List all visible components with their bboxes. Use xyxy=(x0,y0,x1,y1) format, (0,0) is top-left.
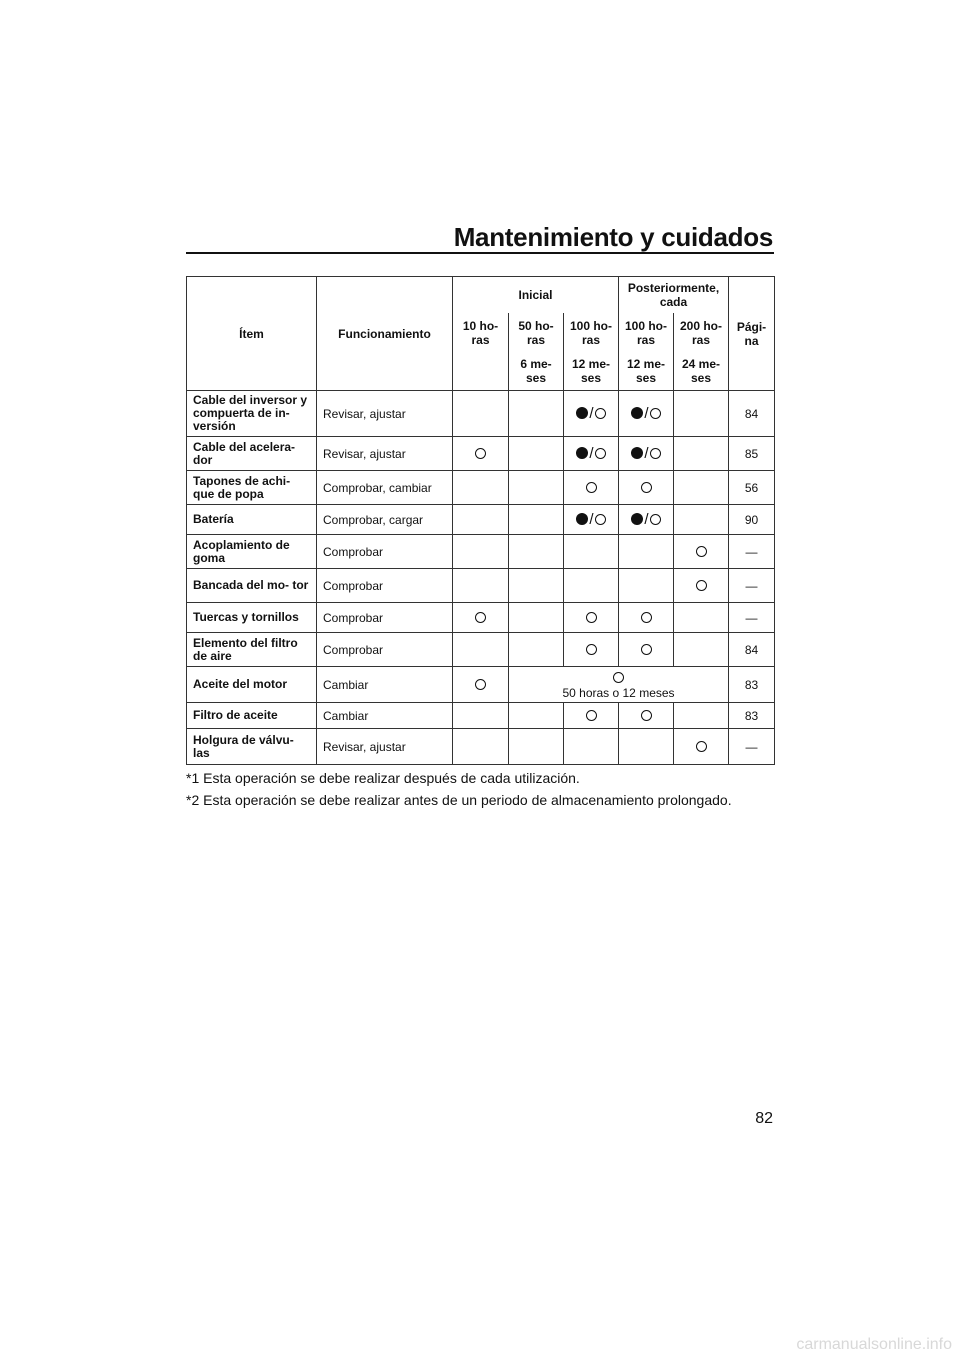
header-12m-initial: 12 me- ses xyxy=(564,353,619,391)
interval-cell xyxy=(564,535,619,569)
interval-cell xyxy=(674,535,729,569)
row-item: Aceite del motor xyxy=(187,667,317,703)
interval-cell xyxy=(674,471,729,505)
header-6m: 6 me- ses xyxy=(509,353,564,391)
row-function: Comprobar xyxy=(317,603,453,633)
table-row xyxy=(187,729,775,765)
slash-icon: / xyxy=(644,510,649,528)
header-function: Funcionamiento xyxy=(317,277,453,391)
circle-mark-icon xyxy=(613,672,624,683)
circle-mark-icon xyxy=(595,448,606,459)
row-item: Bancada del mo- tor xyxy=(187,569,317,603)
interval-cell xyxy=(453,505,509,535)
row-item: Acoplamiento de goma xyxy=(187,535,317,569)
interval-cell xyxy=(564,703,619,729)
row-function: Comprobar, cambiar xyxy=(317,471,453,505)
header-50h: 50 ho- ras xyxy=(509,313,564,353)
interval-cell xyxy=(564,569,619,603)
row-function: Comprobar xyxy=(317,569,453,603)
circle-mark-icon xyxy=(641,644,652,655)
row-item: Cable del inversor y compuerta de in- versión xyxy=(187,391,317,437)
header-100h-after: 100 ho- ras xyxy=(619,313,674,353)
row-function: Comprobar, cargar xyxy=(317,505,453,535)
header-10h: 10 ho- ras xyxy=(453,313,509,353)
interval-cell xyxy=(674,569,729,603)
table-row xyxy=(187,703,775,729)
table-row xyxy=(187,569,775,603)
footnote-2: *2 Esta operación se debe realizar antes de un periodo de almacenamiento prolongado. xyxy=(186,792,732,808)
interval-cell xyxy=(619,729,674,765)
circle-mark-icon xyxy=(650,408,661,419)
circle-mark-icon xyxy=(586,644,597,655)
header-empty-months xyxy=(453,353,509,391)
row-page: 84 xyxy=(729,391,775,437)
row-page: — xyxy=(729,535,775,569)
circle-mark-icon xyxy=(641,612,652,623)
table-row xyxy=(187,603,775,633)
interval-cell xyxy=(674,437,729,471)
circle-mark-icon xyxy=(586,710,597,721)
row-page: — xyxy=(729,729,775,765)
row-item: Holgura de válvu- las xyxy=(187,729,317,765)
header-100h-initial: 100 ho- ras xyxy=(564,313,619,353)
row-page: 83 xyxy=(729,703,775,729)
interval-cell xyxy=(674,505,729,535)
table-row xyxy=(187,505,775,535)
header-page: Pági- na xyxy=(729,277,775,391)
row-item: Tapones de achi- que de popa xyxy=(187,471,317,505)
header-12m-after: 12 me- ses xyxy=(619,353,674,391)
circle-mark-icon xyxy=(650,448,661,459)
filled-dot-icon xyxy=(631,407,643,419)
interval-cell xyxy=(564,437,619,471)
slash-icon: / xyxy=(589,404,594,422)
table-row xyxy=(187,391,775,437)
circle-mark-icon xyxy=(595,408,606,419)
row-function: Comprobar xyxy=(317,633,453,667)
footnotes xyxy=(186,767,732,811)
page-number: 82 xyxy=(755,1110,773,1127)
filled-dot-icon xyxy=(576,407,588,419)
title-rule xyxy=(186,252,774,254)
circle-mark-icon xyxy=(586,612,597,623)
interval-cell xyxy=(509,505,564,535)
interval-cell xyxy=(453,391,509,437)
interval-cell xyxy=(453,535,509,569)
slash-icon: / xyxy=(644,404,649,422)
header-item: Ítem xyxy=(187,277,317,391)
table-row xyxy=(187,633,775,667)
interval-cell xyxy=(619,703,674,729)
row-function: Revisar, ajustar xyxy=(317,437,453,471)
row-item: Tuercas y tornillos xyxy=(187,603,317,633)
row-function: Revisar, ajustar xyxy=(317,391,453,437)
table-row xyxy=(187,667,775,703)
row-page: 85 xyxy=(729,437,775,471)
circle-mark-icon xyxy=(641,710,652,721)
table-row xyxy=(187,471,775,505)
interval-cell xyxy=(619,569,674,603)
header-initial: Inicial xyxy=(453,277,619,313)
maintenance-rows xyxy=(187,391,775,765)
interval-cell xyxy=(619,603,674,633)
circle-mark-icon xyxy=(641,482,652,493)
interval-cell xyxy=(674,391,729,437)
maintenance-table xyxy=(186,276,775,765)
interval-cell xyxy=(509,603,564,633)
interval-cell xyxy=(453,569,509,603)
interval-cell xyxy=(453,729,509,765)
row-page: 56 xyxy=(729,471,775,505)
footer-watermark: carmanualsonline.info xyxy=(796,1336,952,1353)
header-200h: 200 ho- ras xyxy=(674,313,729,353)
row-function: Cambiar xyxy=(317,667,453,703)
interval-cell xyxy=(509,569,564,603)
interval-cell xyxy=(564,471,619,505)
slash-icon: / xyxy=(644,444,649,462)
row-function: Cambiar xyxy=(317,703,453,729)
interval-cell xyxy=(619,471,674,505)
circle-mark-icon xyxy=(586,482,597,493)
interval-cell xyxy=(509,535,564,569)
row-item: Batería xyxy=(187,505,317,535)
table-row xyxy=(187,437,775,471)
interval-cell xyxy=(453,633,509,667)
interval-cell xyxy=(564,391,619,437)
filled-dot-icon xyxy=(631,447,643,459)
interval-cell xyxy=(674,633,729,667)
slash-icon: / xyxy=(589,510,594,528)
circle-mark-icon xyxy=(475,612,486,623)
header-after: Posteriormente, cada xyxy=(619,277,729,313)
interval-cell xyxy=(509,437,564,471)
interval-cell xyxy=(619,535,674,569)
filled-dot-icon xyxy=(631,513,643,525)
header-24m: 24 me- ses xyxy=(674,353,729,391)
row-item: Elemento del filtro de aire xyxy=(187,633,317,667)
interval-cell xyxy=(674,603,729,633)
interval-cell xyxy=(674,729,729,765)
row-page: 83 xyxy=(729,667,775,703)
interval-cell xyxy=(453,603,509,633)
row-function: Comprobar xyxy=(317,535,453,569)
row-page: 90 xyxy=(729,505,775,535)
table-row xyxy=(187,535,775,569)
row-page: 84 xyxy=(729,633,775,667)
row-item: Filtro de aceite xyxy=(187,703,317,729)
interval-cell xyxy=(509,703,564,729)
circle-mark-icon xyxy=(475,448,486,459)
interval-cell xyxy=(509,391,564,437)
row-page: — xyxy=(729,603,775,633)
interval-cell xyxy=(564,729,619,765)
interval-cell xyxy=(509,729,564,765)
interval-merged-cell xyxy=(509,667,729,703)
interval-cell xyxy=(453,471,509,505)
interval-cell xyxy=(619,505,674,535)
circle-mark-icon xyxy=(595,514,606,525)
circle-mark-icon xyxy=(650,514,661,525)
interval-cell xyxy=(564,603,619,633)
row-page: — xyxy=(729,569,775,603)
interval-cell xyxy=(453,667,509,703)
row-function: Revisar, ajustar xyxy=(317,729,453,765)
row-item: Cable del acelera- dor xyxy=(187,437,317,471)
circle-mark-icon xyxy=(696,580,707,591)
interval-cell xyxy=(564,505,619,535)
interval-cell xyxy=(453,437,509,471)
interval-cell xyxy=(564,633,619,667)
circle-mark-icon xyxy=(696,741,707,752)
interval-cell xyxy=(619,391,674,437)
interval-cell xyxy=(509,633,564,667)
interval-cell xyxy=(509,471,564,505)
interval-note: 50 horas o 12 meses xyxy=(562,685,675,700)
circle-mark-icon xyxy=(475,679,486,690)
filled-dot-icon xyxy=(576,447,588,459)
footnote-1: *1 Esta operación se debe realizar después de cada utilización. xyxy=(186,770,580,786)
circle-mark-icon xyxy=(696,546,707,557)
filled-dot-icon xyxy=(576,513,588,525)
interval-cell xyxy=(674,703,729,729)
slash-icon: / xyxy=(589,444,594,462)
interval-cell xyxy=(619,437,674,471)
interval-cell xyxy=(453,703,509,729)
page-title: Mantenimiento y cuidados xyxy=(453,222,773,252)
interval-cell xyxy=(619,633,674,667)
